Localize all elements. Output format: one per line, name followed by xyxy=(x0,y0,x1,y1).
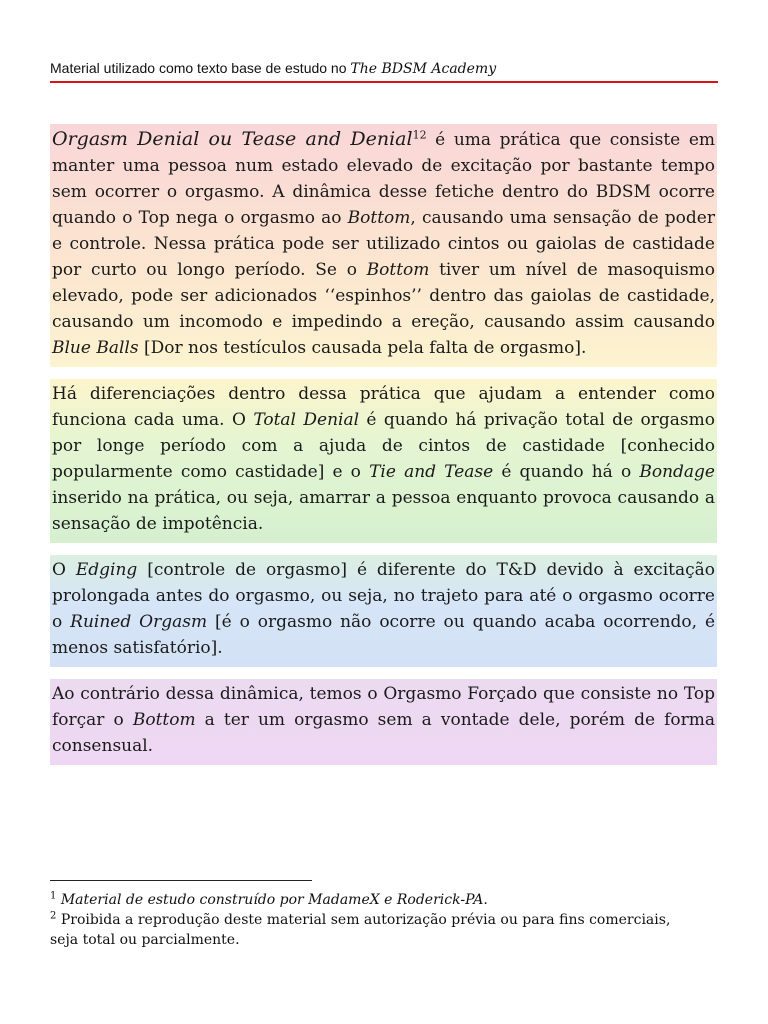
footnote-text: Material de estudo construído por MadameX e Roderick-PA. xyxy=(60,892,488,908)
paragraph-text: é quando há privação total de orgasmo por longe período com a ajuda de cintos de castidade [conhecido popularmente como castidade] e o xyxy=(52,410,715,482)
paragraph-edging xyxy=(50,555,717,667)
paragraph-text: Ao contrário dessa dinâmica, temos o Orgasmo Forçado que consiste no Top forçar o xyxy=(52,684,715,730)
body-text xyxy=(50,124,717,765)
term-bottom: Bottom xyxy=(132,710,196,730)
paragraph-text: O xyxy=(52,560,76,580)
term-tie-and-tease: Tie and Tease xyxy=(369,462,494,482)
paragraph-text: a ter um orgasmo sem a vontade dele, porém de forma consensual. xyxy=(52,710,716,756)
header-text: Material utilizado como texto base de estudo no xyxy=(50,60,351,76)
paragraph-orgasm-denial xyxy=(50,124,717,367)
paragraph-text: é uma prática que consiste em manter uma pessoa num estado elevado de excitação por bastante tempo sem ocorrer o orgasmo. A dinâmica desse fetiche dentro do BDSM ocorre quando o Top nega o orgasmo ao xyxy=(52,130,716,228)
term-orgasm-denial: Orgasm Denial ou Tease and Denial xyxy=(52,128,413,150)
term-bottom: Bottom xyxy=(347,208,411,228)
term-bondage: Bondage xyxy=(639,462,715,482)
footnote-1 xyxy=(50,890,690,910)
footnote-ref: 12 xyxy=(412,128,427,142)
footnote-number: 2 xyxy=(50,910,57,922)
paragraph-text: , causando uma sensação de poder e controle. Nessa prática pode ser utilizado cintos ou gaiolas de castidade por curto ou longo período. Se o xyxy=(52,208,715,280)
footnotes xyxy=(50,890,690,950)
paragraph-text: inserido na prática, ou seja, amarrar a pessoa enquanto provoca causando a sensação de impotência. xyxy=(52,488,715,534)
paragraph-text: Há diferenciações dentro dessa prática que ajudam a entender como funciona cada uma. O xyxy=(52,384,715,430)
header-divider xyxy=(50,81,718,83)
paragraph-text: [Dor nos testículos causada pela falta de orgasmo]. xyxy=(138,338,587,358)
paragraph-text: [é o orgasmo não ocorre ou quando acaba ocorrendo, é menos satisfatório]. xyxy=(52,612,716,658)
footnote-number: 1 xyxy=(50,890,57,902)
paragraph-text: tiver um nível de masoquismo elevado, pode ser adicionados ‘‘espinhos’’ dentro das gaiolas de castidade, causando um incomodo e impedindo a ereção, causando assim causando xyxy=(52,260,716,332)
paragraph-forced-orgasm xyxy=(50,679,717,765)
footnote-2 xyxy=(50,910,690,950)
term-edging: Edging xyxy=(75,560,138,580)
term-ruined-orgasm: Ruined Orgasm xyxy=(70,612,208,632)
paragraph-text: é quando há o xyxy=(493,462,640,482)
header-academy: The BDSM Academy xyxy=(350,61,497,77)
paragraph-variations xyxy=(50,379,717,543)
footnote-divider xyxy=(50,880,312,881)
paragraph-text: [controle de orgasmo] é diferente do T&D devido à excitação prolongada antes do orgasmo, ou seja, no trajeto para até o orgasmo ocorre o xyxy=(52,560,716,632)
term-bottom: Bottom xyxy=(366,260,430,280)
running-header xyxy=(50,60,718,77)
term-blue-balls: Blue Balls xyxy=(52,338,139,358)
footnote-text: Proibida a reprodução deste material sem autorização prévia ou para fins comerciais, seja total ou parcialmente. xyxy=(50,912,671,948)
term-total-denial: Total Denial xyxy=(253,410,360,430)
